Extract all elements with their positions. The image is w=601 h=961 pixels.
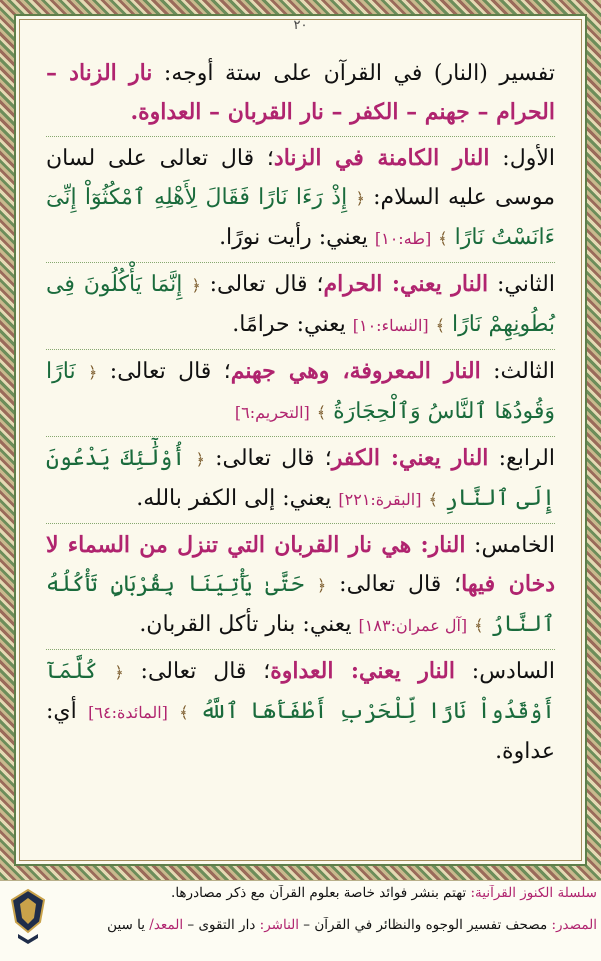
meaning-6-title: العداوة: [270, 658, 334, 684]
tafsir-content: [46, 52, 555, 844]
meaning-2-label: الثاني:: [488, 272, 555, 297]
meaning-2-title: الحرام: [323, 271, 383, 297]
meaning-5-ref: [آل عمران:١٨٣]: [358, 616, 468, 635]
ornament-open-icon: ﴿: [195, 450, 205, 469]
series-line: [58, 885, 597, 901]
meaning-4-text: ؛ قال تعالى:: [204, 446, 332, 471]
forum-logo-icon: [4, 886, 52, 952]
page-panel: [14, 14, 587, 866]
meaning-4-ref: [البقرة:٢٢١]: [338, 490, 422, 509]
meaning-1-explain: يعني: رأيت نورًا.: [219, 225, 375, 250]
meaning-2-ayah: إِنَّمَا يَأْكُلُونَ فِى بُطُونِهِمْ نَارًا: [46, 272, 555, 337]
meaning-2-paragraph: [46, 263, 555, 350]
meaning-1-ref: [طه:١٠]: [374, 229, 432, 248]
intro-text: تفسير (النار) في القرآن على ستة أوجه:: [152, 61, 555, 86]
meaning-2-nar: النار يعني:: [382, 271, 489, 297]
meaning-3-paragraph: [46, 350, 555, 437]
meaning-5-title: النار: هي نار القربان التي تنزل من السماء لا دخان فيها: [46, 532, 555, 597]
ornament-open-icon: ﴿: [88, 363, 98, 382]
ornament-close-icon: ﴾: [316, 403, 327, 422]
intro-meanings: نار الزناد – الحرام – جهنم – الكفر – نار القربان – العداوة.: [46, 60, 555, 125]
ornament-open-icon: ﴿: [114, 663, 124, 682]
series-label: سلسلة الكنوز القرآنية:: [470, 885, 597, 901]
source-text: مصحف تفسير الوجوه والنظائر في القرآن –: [299, 917, 552, 933]
series-text: تهتم بنشر فوائد خاصة بعلوم القرآن مع ذكر مصادرها.: [171, 885, 471, 901]
meaning-4-explain: يعني: إلى الكفر بالله.: [136, 486, 339, 511]
meaning-5-ayah: حَتَّىٰ يَأْتِيَنَا بِقُرْبَانٍ تَأْكُلُهُ ٱلنَّارُ: [46, 572, 555, 637]
meaning-3-title: النار المعروفة، وهي جهنم: [230, 358, 481, 384]
meaning-5-label: الخامس:: [465, 533, 555, 558]
meaning-2-ref: [النساء:١٠]: [352, 316, 429, 335]
ornament-open-icon: ﴿: [316, 576, 327, 595]
meaning-5-text: ؛ قال تعالى:: [326, 572, 462, 597]
publisher-label: الناشر:: [259, 917, 300, 933]
meaning-6-explain: أي: عداوة.: [46, 699, 555, 764]
meaning-3-ayah: نَارًا وَقُودُهَا ٱلنَّاسُ وَٱلْحِجَارَةُ: [46, 359, 555, 424]
meaning-3-label: الثالث:: [480, 359, 555, 384]
meaning-1-label: الأول:: [489, 146, 555, 171]
publisher-text: دار التقوى –: [183, 917, 260, 933]
preparer-text: يا سين: [107, 917, 150, 933]
meaning-3-text: ؛ قال تعالى:: [97, 359, 231, 384]
source-label: المصدر:: [551, 917, 597, 933]
meaning-5-paragraph: [46, 524, 555, 650]
preparer-label: المعد/: [149, 917, 184, 933]
meaning-5-explain: يعني: بنار تأكل القربان.: [139, 612, 359, 637]
meaning-1-title: النار الكامنة في الزناد: [273, 145, 490, 171]
source-line: [58, 917, 597, 933]
ornament-open-icon: ﴿: [191, 276, 201, 295]
meaning-6-label: السادس:: [454, 659, 555, 684]
meaning-2-text: ؛ قال تعالى:: [200, 272, 324, 297]
ornament-open-icon: ﴿: [355, 189, 365, 208]
ornament-close-icon: ﴾: [428, 490, 438, 509]
page-footer: [0, 880, 601, 961]
ornament-close-icon: ﴾: [474, 616, 484, 635]
meaning-1-text: ؛ قال تعالى على لسان موسى عليه السلام:: [46, 146, 555, 210]
meaning-6-text: ؛ قال تعالى:: [123, 659, 271, 684]
meaning-6-nar: النار يعني:: [333, 658, 455, 684]
meaning-6-ref: [المائدة:٦٤]: [88, 703, 168, 722]
meaning-4-title: الكفر: [331, 445, 380, 471]
meaning-4-ayah: أُوْلَٰٓئِكَ يَدْعُونَ إِلَى ٱلنَّارِ: [46, 446, 555, 511]
meaning-4-paragraph: [46, 437, 555, 524]
ornament-close-icon: ﴾: [179, 703, 189, 722]
meaning-4-label: الرابع:: [488, 446, 555, 471]
page-number: ٢٠: [293, 18, 308, 33]
intro-paragraph: [46, 52, 555, 137]
meaning-4-nar: النار يعني:: [379, 445, 489, 471]
meaning-1-ayah: إِذْ رَءَا نَارًا فَقَالَ لِأَهْلِهِ ٱمْكُثُوٓاْ إِنِّىٓ ءَانَسْتُ نَارًا: [46, 185, 555, 250]
meaning-6-paragraph: [46, 650, 555, 775]
meaning-1-paragraph: [46, 137, 555, 263]
meaning-6-ayah: كُلَّمَآ أَوْقَدُواْ نَارًا لِّلْحَرْبِ أَطْفَأَهَا ٱللَّهُ: [46, 659, 555, 724]
meaning-3-ref: [التحريم:٦]: [234, 403, 310, 422]
meaning-2-explain: يعني: حرامًا.: [232, 312, 353, 337]
ornament-close-icon: ﴾: [438, 229, 448, 248]
ornament-close-icon: ﴾: [435, 316, 445, 335]
